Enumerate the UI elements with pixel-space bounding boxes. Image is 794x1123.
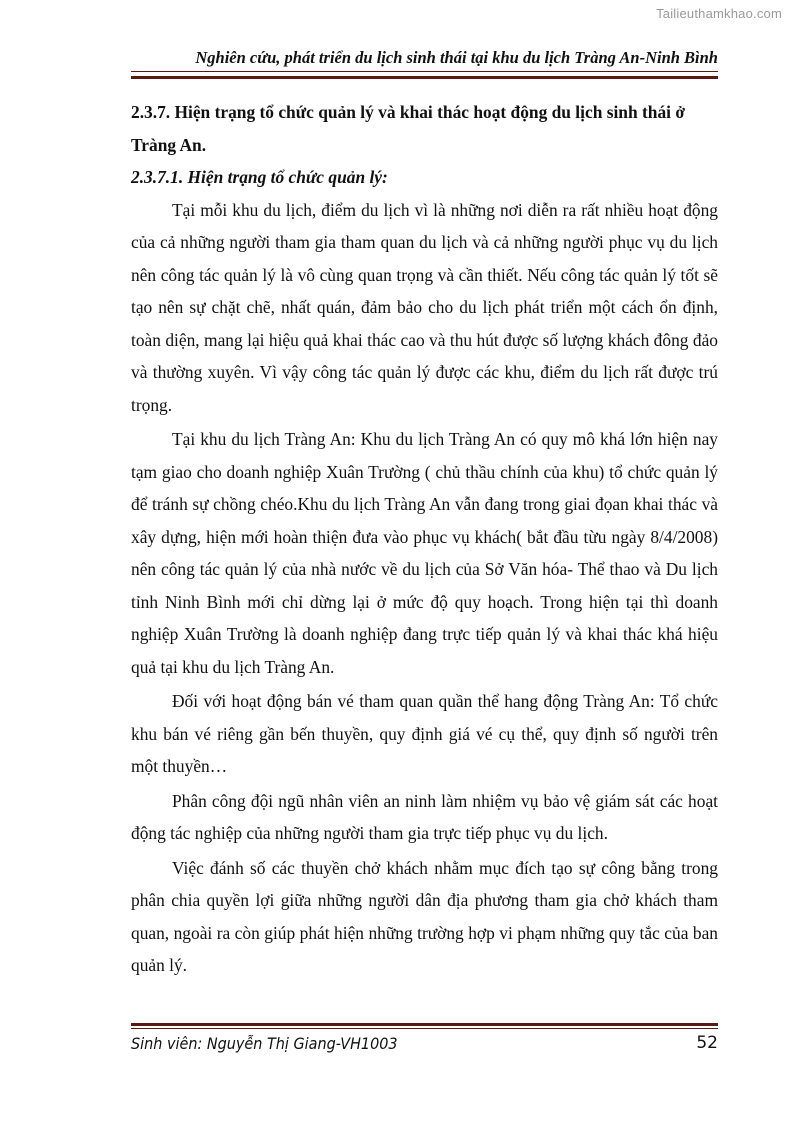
footer-rule-top xyxy=(131,1023,718,1026)
paragraph-5: Việc đánh số các thuyền chở khách nhằm mục đích tạo sự công bằng trong phân chia quyền lợi giữa những người dân địa phương tham gia chở khách tham quan, ngoài ra còn giúp phát hiện những trường hợp vi phạm những quy tắc của ban quản lý. xyxy=(131,857,718,975)
watermark-text: Tailieuthamkhao.com xyxy=(656,6,782,21)
header-rule-top xyxy=(131,71,718,72)
paragraph-4: Phân công đội ngũ nhân viên an ninh làm nhiệm vụ bảo vệ giám sát các hoạt động tác nghiệp của những người tham gia trực tiếp phục vụ du lịch. xyxy=(131,790,718,843)
paragraph-1: Tại mỗi khu du lịch, điểm du lịch vì là những nơi diễn ra rất nhiều hoạt động của cả những người tham gia tham quan du lịch và cả những người phục vụ du lịch nên công tác quản lý là vô cùng quan trọng và cần thiết. Nếu công tác quản lý tốt sẽ tạo nên sự chặt chẽ, nhất quán, đảm bảo cho du lịch phát triển một cách ổn định, toàn diện, mang lại hiệu quả khai thác cao và thu hút được số lượng khách đông đảo và thường xuyên. Vì vậy công tác quản lý được các khu, điểm du lịch rất được trú trọng. xyxy=(131,199,718,415)
footer-rule-bottom xyxy=(131,1028,718,1029)
paragraph-3: Đối với hoạt động bán vé tham quan quần thể hang động Tràng An: Tổ chức khu bán vé riêng gần bến thuyền, quy định giá vé cụ thể, quy định số người trên một thuyền… xyxy=(131,691,718,776)
page-body xyxy=(131,96,718,984)
section-heading: 2.3.7. Hiện trạng tổ chức quản lý và khai thác hoạt động du lịch sinh thái ở Tràng An. xyxy=(131,102,685,155)
page-number: 52 xyxy=(696,1033,718,1053)
running-header: Nghiên cứu, phát triển du lịch sinh thái tại khu du lịch Tràng An-Ninh Bình xyxy=(195,48,718,67)
subsection-heading: 2.3.7.1. Hiện trạng tổ chức quản lý: xyxy=(131,167,388,187)
header-rule-bottom xyxy=(131,76,718,79)
paragraph-2: Tại khu du lịch Tràng An: Khu du lịch Tràng An có quy mô khá lớn hiện nay tạm giao cho doanh nghiệp Xuân Trường ( chủ thầu chính của khu) tổ chức quản lý để tránh sự chồng chéo.Khu du lịch Tràng An vẫn đang trong giai đọan khai thác và xây dựng, hiện mới hoàn thiện đưa vào phục vụ khách( bắt đầu từu ngày 8/4/2008) nên công tác quản lý của nhà nước về du lịch của Sở Văn hóa- Thể thao và Du lịch tỉnh Ninh Bình mới chỉ dừng lại ở mức độ quy hoạch. Trong hiện tại thì doanh nghiệp Xuân Trường là doanh nghiệp đang trực tiếp quản lý và khai thác khá hiệu quả tại khu du lịch Tràng An. xyxy=(131,429,718,677)
footer-author: Sinh viên: Nguyễn Thị Giang-VH1003 xyxy=(131,1034,398,1053)
